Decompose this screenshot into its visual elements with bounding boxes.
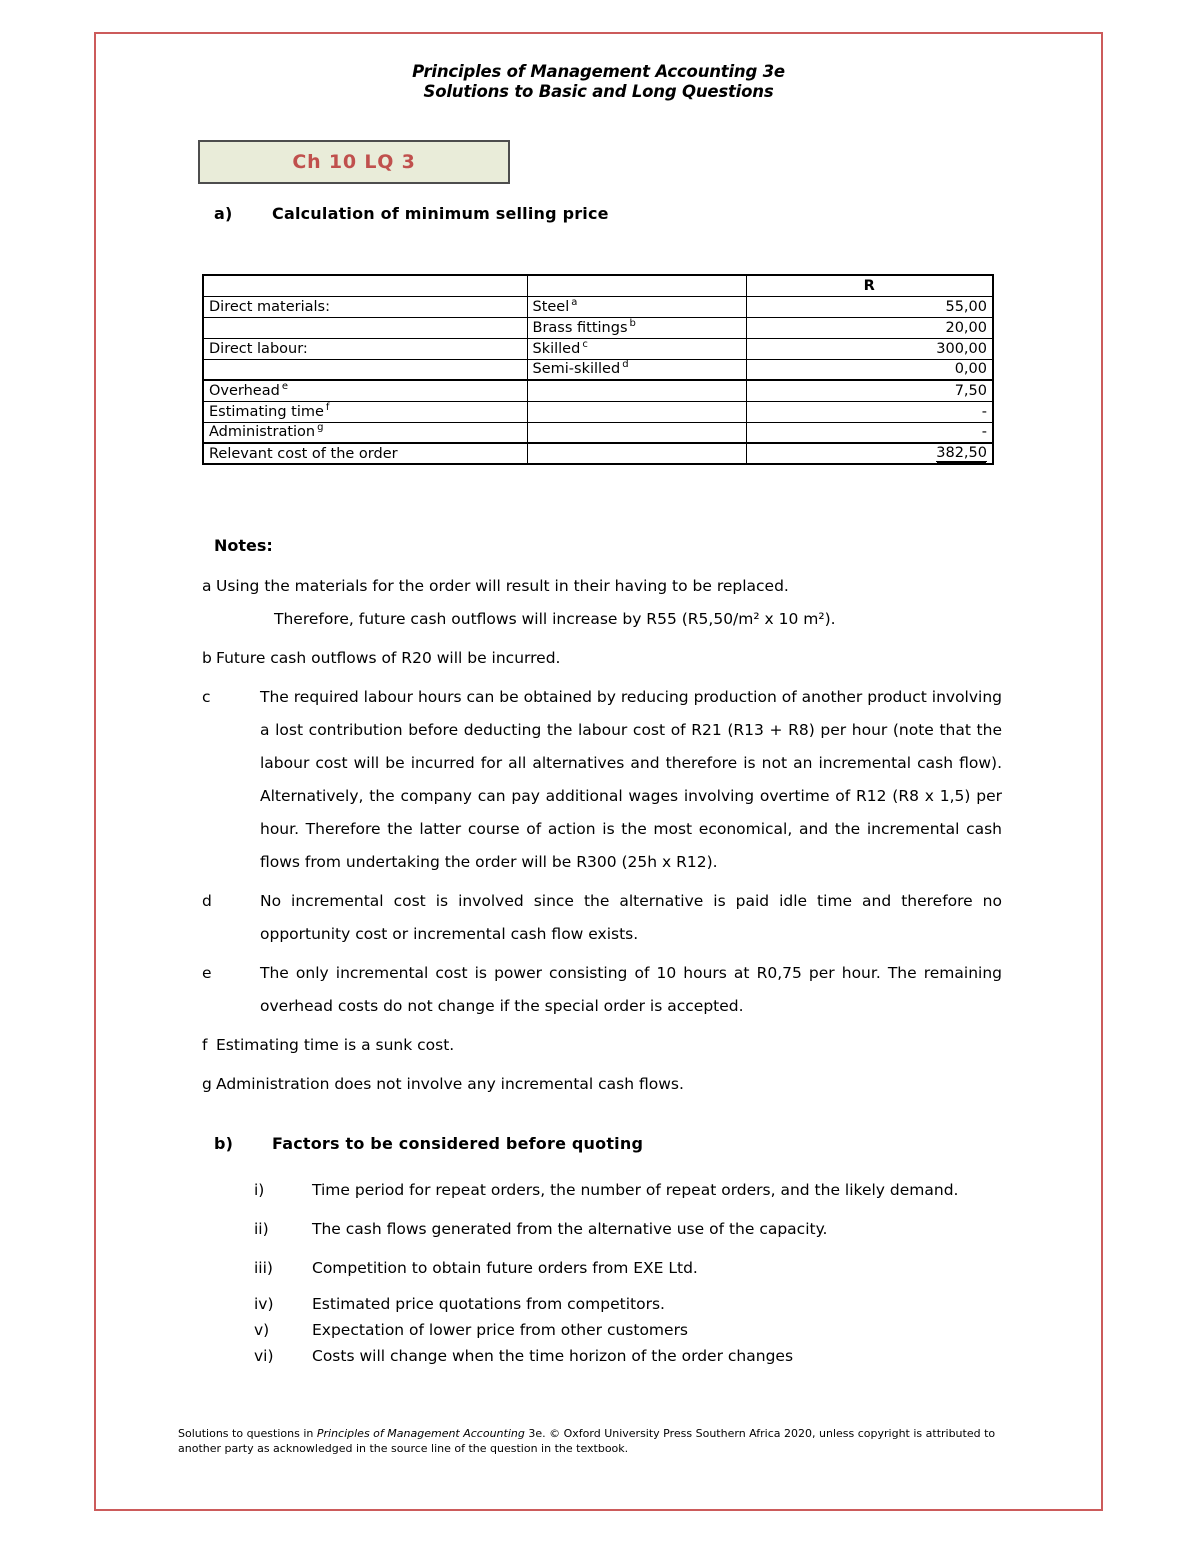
cell-item-label: Skilled: [532, 340, 581, 357]
cell-currency-header: R: [746, 275, 993, 296]
note-text: No incremental cost is involved since the alternative is paid idle time and therefore no opportunity cost or incremental cash flow exists.: [260, 892, 1002, 943]
cell-amount: -: [746, 401, 993, 422]
cell-total-label: Relevant cost of the order: [203, 443, 527, 464]
table-row: [203, 338, 993, 359]
factor-item-v: [254, 1317, 999, 1343]
cell-item-label: Brass fittings: [532, 319, 628, 336]
table-row: [203, 296, 993, 317]
note-tag: d: [202, 892, 212, 910]
cell-total-amount: [746, 443, 993, 464]
relevant-cost-table: [202, 274, 994, 465]
factor-text: Competition to obtain future orders from EXE Ltd.: [312, 1259, 698, 1277]
note-tag: e: [202, 964, 212, 982]
cell-amount: 7,50: [746, 380, 993, 401]
factor-numeral: vi): [254, 1347, 274, 1365]
cell-item-label: Semi-skilled: [532, 361, 621, 378]
cell-category: Direct materials:: [203, 296, 527, 317]
factor-numeral: ii): [254, 1220, 269, 1238]
factor-numeral: iv): [254, 1295, 274, 1313]
note-item-e: [202, 957, 1002, 1023]
notes-list: [202, 570, 1002, 1107]
note-tag: b: [202, 649, 212, 667]
page-border-frame: [94, 32, 1103, 1511]
table-row: [203, 359, 993, 380]
note-ref-superscript: e: [281, 380, 288, 392]
header-line-2: Solutions to Basic and Long Questions: [423, 82, 774, 101]
factor-numeral: iii): [254, 1259, 273, 1277]
cell-category: [203, 422, 527, 443]
factor-item-ii: [254, 1213, 999, 1245]
cell-category-label: Administration: [209, 424, 316, 441]
note-text-continuation: Therefore, future cash outflows will increase by R55 (R5,50/m² x 10 m²).: [274, 610, 836, 628]
cell-blank-1: [203, 275, 527, 296]
factor-text: Expectation of lower price from other customers: [312, 1321, 689, 1339]
factor-text: Costs will change when the time horizon of the order changes: [312, 1347, 794, 1365]
section-b-heading: [214, 1134, 643, 1153]
note-item-b: [202, 642, 1002, 675]
note-text-main: Using the materials for the order will result in their having to be replaced.: [216, 577, 789, 595]
note-text: Future cash outflows of R20 will be incurred.: [216, 649, 561, 667]
note-tag: f: [202, 1036, 208, 1054]
cell-blank-2: [527, 275, 746, 296]
cell-category: [203, 380, 527, 401]
factor-item-iii: [254, 1252, 999, 1284]
cell-item: [527, 317, 746, 338]
cell-amount: 300,00: [746, 338, 993, 359]
section-a-heading: [214, 204, 1014, 223]
note-ref-superscript: c: [582, 338, 588, 350]
note-tag: a: [202, 577, 212, 595]
table-row-total: [203, 443, 993, 464]
note-ref-superscript: g: [317, 422, 324, 434]
footer-part-1: Solutions to questions in: [178, 1427, 317, 1440]
note-tag: g: [202, 1075, 212, 1093]
cell-amount: 20,00: [746, 317, 993, 338]
note-text: Administration does not involve any incremental cash flows.: [216, 1075, 684, 1093]
note-item-f: [202, 1029, 1002, 1062]
chapter-title-box: [198, 140, 510, 184]
footer-book-title: Principles of Management Accounting: [316, 1427, 525, 1440]
note-item-a: [202, 570, 1002, 636]
factor-item-iv: [254, 1291, 999, 1317]
note-text: Estimating time is a sunk cost.: [216, 1036, 455, 1054]
note-item-c: [202, 681, 1002, 879]
cell-item: [527, 401, 746, 422]
total-amount-value: 382,50: [936, 445, 987, 461]
footer-part-2: 3e. © Oxford University Press Southern Africa 2020, unless copyright is attributed to another party as acknowledged in the source line of the question in the textbook.: [178, 1427, 996, 1455]
note-item-g: [202, 1068, 1002, 1101]
note-text: The required labour hours can be obtained by reducing production of another product involving a lost contribution before deducting the labour cost of R21 (R13 + R8) per hour (note that the labour cost will be incurred for all alternatives and therefore is not an incremental cash flow). Alternatively, the company can pay additional wages involving overtime of R12 (R8 x 1,5) per hour. Therefore the latter course of action is the most economical, and the incremental cash flows from undertaking the order will be R300 (25h x R12).: [260, 688, 1002, 871]
header-line-1: Principles of Management Accounting 3e: [412, 62, 785, 81]
note-ref-superscript: a: [571, 296, 578, 308]
note-ref-superscript: d: [622, 359, 629, 371]
table-row: [203, 422, 993, 443]
note-ref-superscript: b: [629, 317, 636, 329]
page-content: [96, 34, 1101, 1509]
section-a-title: Calculation of minimum selling price: [272, 204, 609, 223]
section-b-title: Factors to be considered before quoting: [272, 1134, 644, 1153]
factor-item-i: [254, 1174, 999, 1206]
cell-category-label: Overhead: [209, 382, 280, 399]
table-row: [203, 380, 993, 401]
note-text: The only incremental cost is power consisting of 10 hours at R0,75 per hour. The remaining overhead costs do not change if the special order is accepted.: [260, 964, 1002, 1015]
copyright-footer: [178, 1426, 1038, 1456]
note-ref-superscript: f: [325, 401, 330, 413]
cell-amount: 55,00: [746, 296, 993, 317]
cell-category: [203, 317, 527, 338]
section-b-marker: b): [214, 1134, 234, 1153]
cell-item-label: Steel: [532, 298, 570, 315]
cell-category-label: Estimating time: [209, 403, 324, 420]
section-a-marker: a): [214, 204, 233, 223]
document-header: [96, 62, 1101, 102]
note-text: [216, 570, 1002, 636]
factor-text: Time period for repeat orders, the number of repeat orders, and the likely demand.: [312, 1181, 959, 1199]
factor-text: The cash flows generated from the alternative use of the capacity.: [312, 1220, 828, 1238]
cell-item: [527, 422, 746, 443]
chapter-title-label: Ch 10 LQ 3: [292, 151, 416, 173]
cell-category: [203, 359, 527, 380]
cell-category: [203, 401, 527, 422]
factor-numeral: i): [254, 1181, 265, 1199]
notes-heading: Notes:: [214, 536, 273, 555]
factors-list: [254, 1174, 999, 1369]
cell-item: [527, 338, 746, 359]
cell-amount: -: [746, 422, 993, 443]
cell-item: [527, 443, 746, 464]
note-item-d: [202, 885, 1002, 951]
table-row: [203, 317, 993, 338]
cell-category: Direct labour:: [203, 338, 527, 359]
factor-text: Estimated price quotations from competitors.: [312, 1295, 665, 1313]
cell-amount: 0,00: [746, 359, 993, 380]
cell-item: [527, 380, 746, 401]
factor-numeral: v): [254, 1321, 270, 1339]
cell-item: [527, 359, 746, 380]
table-row: [203, 401, 993, 422]
note-tag: c: [202, 688, 211, 706]
factor-item-vi: [254, 1343, 999, 1369]
table-row-header: [203, 275, 993, 296]
cell-item: [527, 296, 746, 317]
